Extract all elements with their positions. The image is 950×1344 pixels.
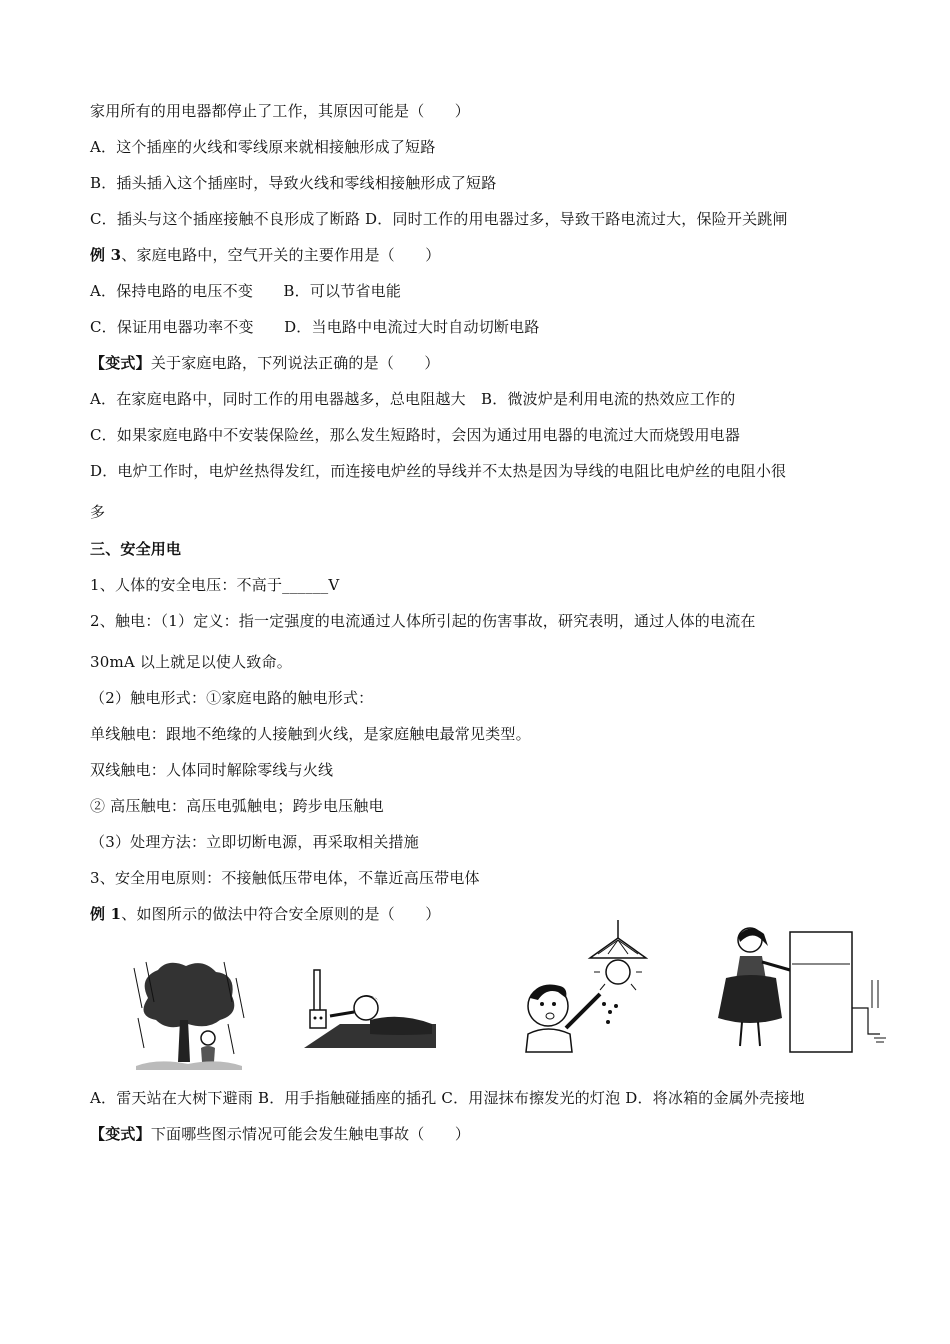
question-text: 关于家庭电路，下列说法正确的是（ ）: [150, 354, 440, 372]
option-c: C．如果家庭电路中不安装保险丝，那么发生短路时，会因为通过用电器的电流过大而烧毁用电器: [90, 426, 741, 444]
double-wire-shock: 双线触电：人体同时解除零线与火线: [90, 761, 334, 779]
option-d: D．电炉工作时，电炉丝热得发红，而连接电炉丝的导线并不太热是因为导线的电阻比电炉丝的电阻小很: [90, 462, 787, 480]
question-text: 下面哪些图示情况可能会发生触电事故（ ）: [150, 1125, 471, 1143]
option-c-d: C．插头与这个插座接触不良形成了断路 D．同时工作的用电器过多，导致干路电流过大，保险开关跳闸: [90, 210, 788, 228]
example-1-options: A．雷天站在大树下避雨 B．用手指触碰插座的插孔 C．用湿抹布擦发光的灯泡 D．将冰箱的金属外壳接地: [90, 1089, 805, 1107]
option-c-d: C．保证用电器功率不变 D．当电路中电流过大时自动切断电路: [90, 318, 540, 336]
shock-forms: （2）触电形式：①家庭电路的触电形式：: [90, 689, 374, 707]
child-touching-socket-icon: [300, 968, 440, 1054]
option-a: A．这个插座的火线和零线原来就相接触形成了短路: [90, 138, 436, 156]
variant-question: [90, 1124, 470, 1144]
option-a-b: A．在家庭电路中，同时工作的用电器越多，总电阻越大 B．微波炉是利用电流的热效应工作的: [90, 390, 736, 408]
text-line: 家用所有的用电器都停止了工作，其原因可能是（ ）: [90, 102, 471, 120]
section-heading: 三、安全用电: [90, 540, 182, 558]
safe-voltage-line: 1、人体的安全电压：不高于______V: [90, 576, 340, 594]
example-3-question: [90, 245, 440, 265]
electric-shock-definition-continued: 30mA 以上就足以使人致命。: [90, 653, 292, 671]
single-wire-shock: 单线触电：跟地不绝缘的人接触到火线，是家庭触电最常见类型。: [90, 725, 531, 743]
example-label: 例 1: [90, 905, 122, 923]
example-label: 例 3: [90, 246, 122, 264]
example-1-question: [90, 904, 440, 924]
variant-label: 【变式】: [90, 354, 151, 372]
variant-label: 【变式】: [90, 1125, 151, 1143]
option-b: B．插头插入这个插座时，导致火线和零线相接触形成了短路: [90, 174, 497, 192]
wiping-light-bulb-icon: [508, 918, 648, 1058]
electric-shock-definition: 2、触电：（1）定义：指一定强度的电流通过人体所引起的伤害事故，研究表明，通过人体的电流在: [90, 612, 756, 630]
tree-in-rain-icon: [128, 958, 248, 1074]
option-a-b: A．保持电路的电压不变 B．可以节省电能: [90, 282, 402, 300]
grounded-fridge-icon: [712, 918, 888, 1056]
high-voltage-shock: ② 高压触电：高压电弧触电；跨步电压触电: [90, 797, 384, 815]
option-d-continued: 多: [90, 503, 106, 521]
variant-question: [90, 353, 440, 373]
handling-method: （3）处理方法：立即切断电源，再采取相关措施: [90, 833, 419, 851]
safety-principle: 3、安全用电原则：不接触低压带电体，不靠近高压带电体: [90, 869, 480, 887]
question-text: 、如图所示的做法中符合安全原则的是（ ）: [121, 905, 441, 923]
question-text: 、家庭电路中，空气开关的主要作用是（ ）: [121, 246, 441, 264]
